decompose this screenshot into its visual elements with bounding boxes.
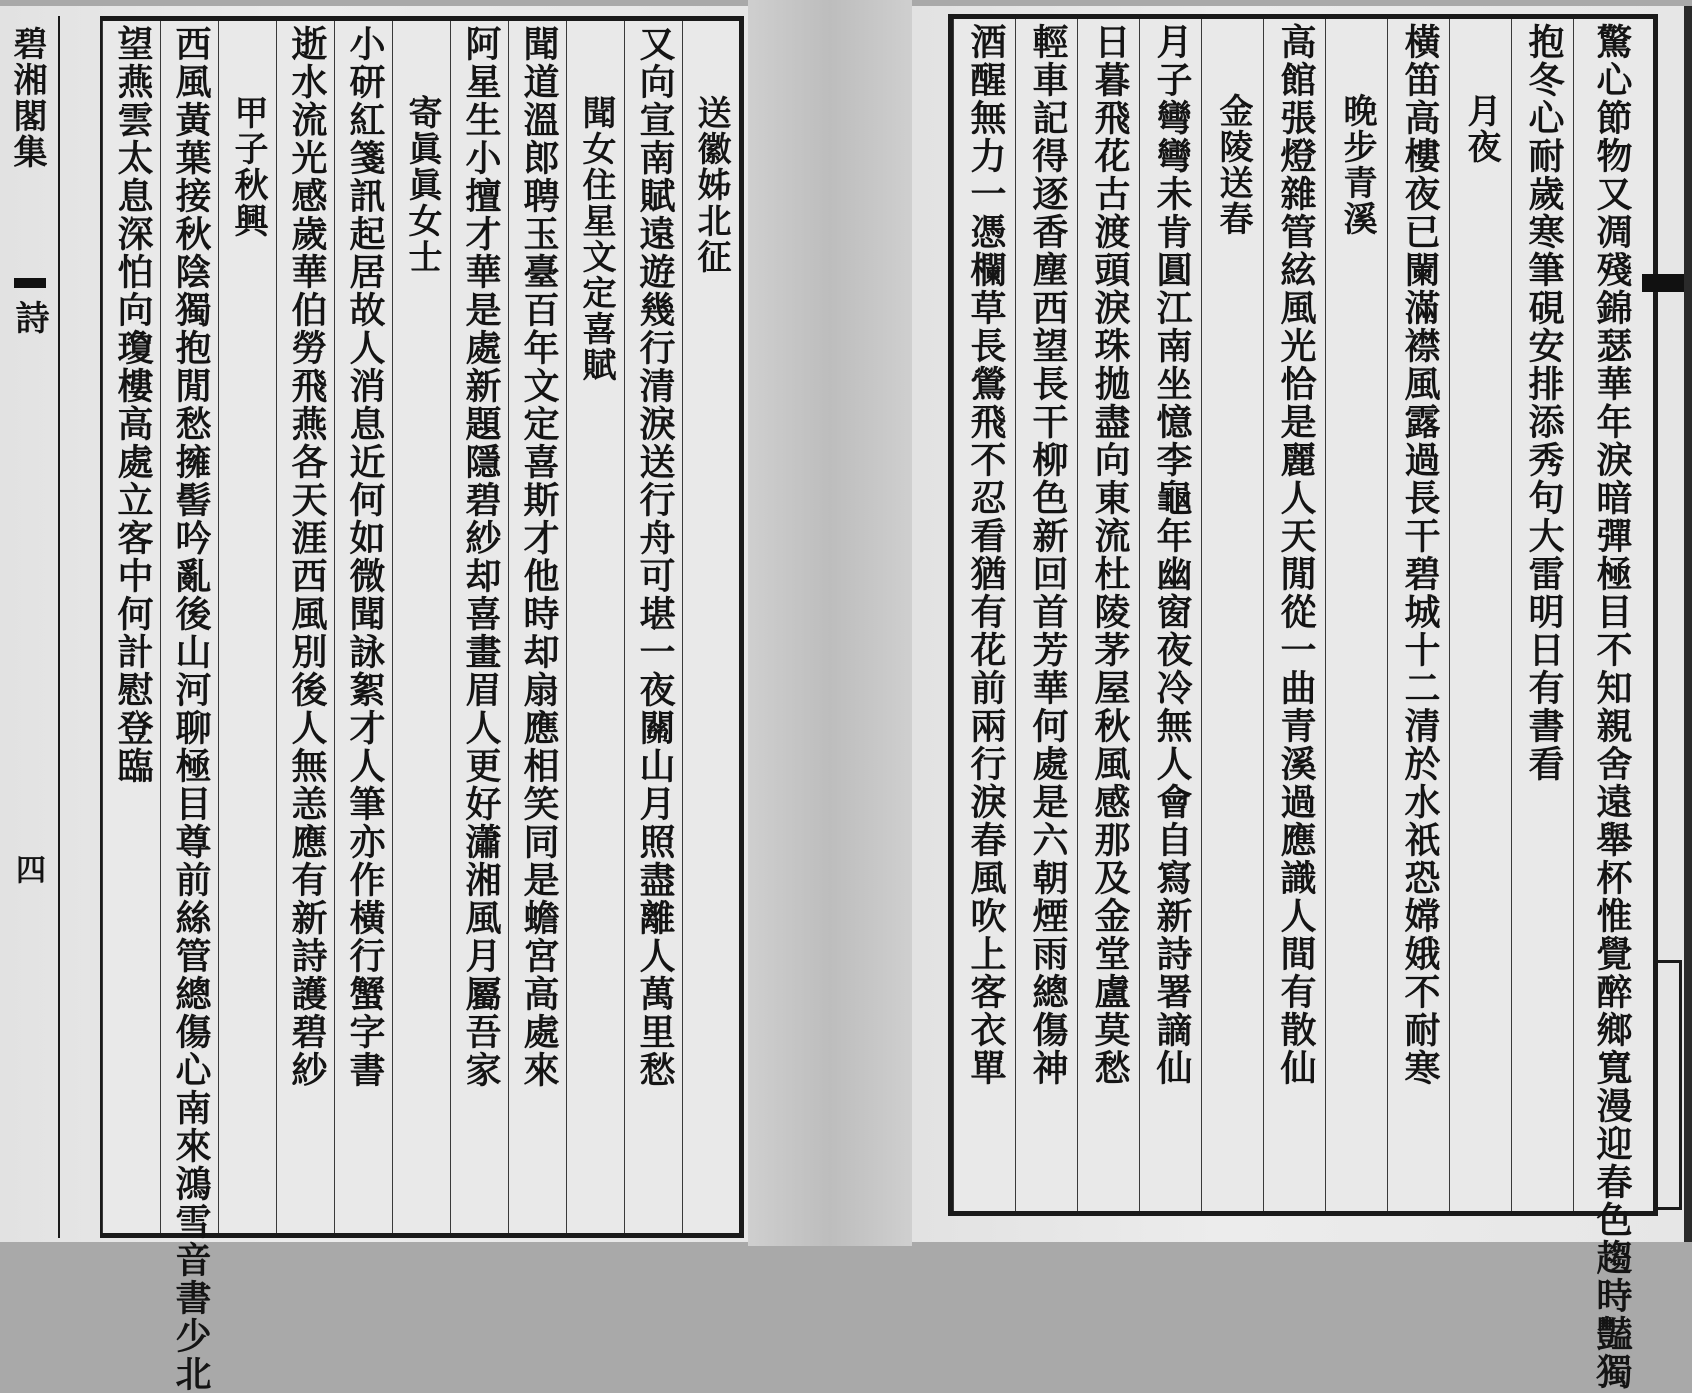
verse-line: 日暮飛花古渡頭淚珠拋盡向東流杜陵茅屋秋風感那及金堂盧莫愁: [1089, 23, 1131, 1087]
verse-line: 又向宣南賦遠遊幾行清淚送行舟可堪一夜關山月照盡離人萬里愁: [634, 25, 676, 1089]
book-gutter: [748, 0, 912, 1246]
text-column: [160, 21, 218, 1393]
text-column: [1263, 19, 1325, 1211]
poem-title: 晚步青溪: [1337, 93, 1377, 237]
text-column: [1387, 19, 1449, 1211]
text-column: [508, 21, 566, 1233]
text-column: [102, 21, 160, 1233]
right-text-frame: [948, 14, 1658, 1391]
verse-line: 輕車記得逐香塵西望長干柳色新回首芳華何處是六朝煙雨總傷神: [1027, 23, 1069, 1087]
section-label: 詩: [9, 300, 49, 336]
text-column: [1573, 19, 1653, 1391]
verse-line: 望燕雲太息深怕向瓊樓高處立客中何計慰登臨: [112, 25, 154, 785]
verse-line: 阿星生小擅才華是處新題隱碧紗却喜畫眉人更好瀟湘風月屬吾家: [460, 25, 502, 1089]
text-column: [276, 21, 334, 1233]
page-edge-bracket: [1654, 960, 1682, 1210]
text-column: [1015, 19, 1077, 1211]
text-column: [334, 21, 392, 1233]
verse-line: 月子彎彎未肯圓江南坐憶李龜年幽窗夜冷無人會自寫新詩署謫仙: [1151, 23, 1193, 1087]
text-column: [1139, 19, 1201, 1211]
text-column: [1449, 19, 1511, 1211]
text-column: [1325, 19, 1387, 1211]
poem-title: 聞女住星文定喜賦: [576, 95, 616, 383]
verse-line: 聞道溫郎聘玉臺百年文定喜斯才他時却扇應相笑同是蟾宮高處來: [518, 25, 560, 1089]
verse-line: 橫笛高樓夜已闌滿襟風露過長干碧城十二清於水祇恐嫦娥不耐寒: [1399, 23, 1441, 1087]
poem-title: 月夜: [1461, 93, 1501, 165]
left-text-frame: [100, 16, 744, 1393]
verse-line: 酒醒無力一憑欄草長鶯飛不忍看猶有花前兩行淚春風吹上客衣單: [965, 23, 1007, 1087]
text-column: [1201, 19, 1263, 1211]
text-column: [1511, 19, 1573, 1211]
page-edge: [1684, 6, 1692, 1242]
verse-line: 抱冬心耐歲寒筆硯安排添秀句大雷明日有書看: [1523, 23, 1565, 783]
book-title: 碧湘閣集: [7, 26, 47, 170]
text-column: [218, 21, 276, 1233]
margin-column: [0, 16, 60, 1238]
verse-line: 驚心節物又凋殘錦瑟華年淚暗彈極目不知親舍遠舉杯惟覺醉鄉寬漫迎春色趨時豔獨: [1591, 23, 1633, 1391]
text-column: [566, 21, 624, 1233]
poem-title: 寄眞眞女士: [402, 95, 442, 275]
page-number: 四: [10, 854, 45, 886]
text-column: [953, 19, 1015, 1211]
poem-title: 送徽姊北征: [691, 95, 731, 275]
text-column: [450, 21, 508, 1233]
text-column: [682, 21, 739, 1233]
text-column: [1077, 19, 1139, 1211]
verse-line: 逝水流光感歲華伯勞飛燕各天涯西風別後人無恙應有新詩護碧紗: [286, 25, 328, 1089]
text-column: [392, 21, 450, 1233]
text-column: [624, 21, 682, 1233]
verse-line: 高館張燈雜管絃風光恰是麗人天閒從一曲青溪過應識人間有散仙: [1275, 23, 1317, 1087]
fishtail-mark-right: [1642, 274, 1684, 292]
poem-title: 甲子秋興: [228, 95, 268, 239]
verse-line: 西風黃葉接秋陰獨抱閒愁擁髻吟亂後山河聊極目尊前絲管總傷心南來鴻雪音書少北: [170, 25, 212, 1393]
fishtail-mark: [14, 278, 46, 288]
verse-line: 小研紅箋訊起居故人消息近何如微聞詠絮才人筆亦作橫行蟹字書: [344, 25, 386, 1089]
poem-title: 金陵送春: [1213, 93, 1253, 237]
